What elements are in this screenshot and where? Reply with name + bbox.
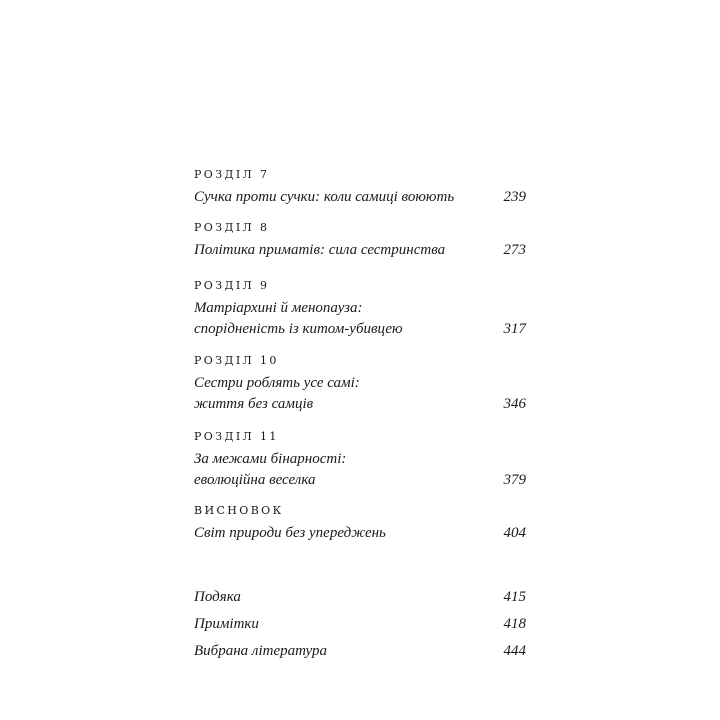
back-matter-list [194, 587, 526, 662]
page-number: 404 [503, 525, 526, 541]
back-matter-title: Вибрана література [194, 643, 328, 659]
chapter-label: РОЗДІЛ 10 [194, 354, 279, 367]
toc-line [194, 523, 526, 544]
chapter-label: РОЗДІЛ 11 [194, 430, 279, 443]
toc-line [194, 298, 526, 319]
toc-entry-chapter-11 [194, 430, 526, 504]
chapter-label: РОЗДІЛ 7 [194, 168, 270, 181]
toc-entry-chapter-7 [194, 168, 526, 221]
toc-entry-chapter-10 [194, 354, 526, 430]
page-number: 239 [503, 189, 526, 205]
toc-line [194, 470, 526, 491]
chapter-label: ВИСНОВОК [194, 504, 284, 517]
page-number: 415 [503, 589, 526, 605]
page-number: 273 [503, 242, 526, 258]
chapter-title-line-2: еволюційна веселка [194, 472, 316, 488]
chapter-title-line-2: життя без самців [194, 396, 314, 412]
toc-entry-chapter-8 [194, 221, 526, 279]
chapter-title: Світ природи без упереджень [194, 525, 386, 541]
chapter-title-line-1: Матріархині й менопауза: [194, 300, 363, 316]
toc-entry-conclusion [194, 504, 526, 556]
chapter-label: РОЗДІЛ 9 [194, 279, 270, 292]
chapter-title-line-1: Сестри роблять усе самі: [194, 375, 360, 391]
toc-entry-acknowledgements [194, 587, 526, 608]
toc-line [194, 240, 526, 261]
back-matter-title: Подяка [194, 589, 241, 605]
page-number: 418 [503, 616, 526, 632]
page-number: 346 [503, 396, 526, 412]
toc-entry-bibliography [194, 641, 526, 662]
toc-line [194, 187, 526, 208]
chapter-title-line-1: За межами бінарності: [194, 451, 347, 467]
toc-entry-notes [194, 614, 526, 635]
toc-line [194, 394, 526, 415]
page-number: 379 [503, 472, 526, 488]
chapter-title: Політика приматів: сила сестринства [194, 242, 446, 258]
toc-line [194, 373, 526, 394]
chapter-label: РОЗДІЛ 8 [194, 221, 270, 234]
toc-line [194, 449, 526, 470]
page-number: 317 [503, 321, 526, 337]
chapter-title-line-2: спорідненість із китом-убивцею [194, 321, 403, 337]
table-of-contents [194, 168, 526, 668]
chapter-title: Сучка проти сучки: коли самиці воюють [194, 189, 455, 205]
toc-line [194, 319, 526, 340]
back-matter-title: Примітки [194, 616, 259, 632]
toc-entry-chapter-9 [194, 279, 526, 354]
page-number: 444 [503, 643, 526, 659]
